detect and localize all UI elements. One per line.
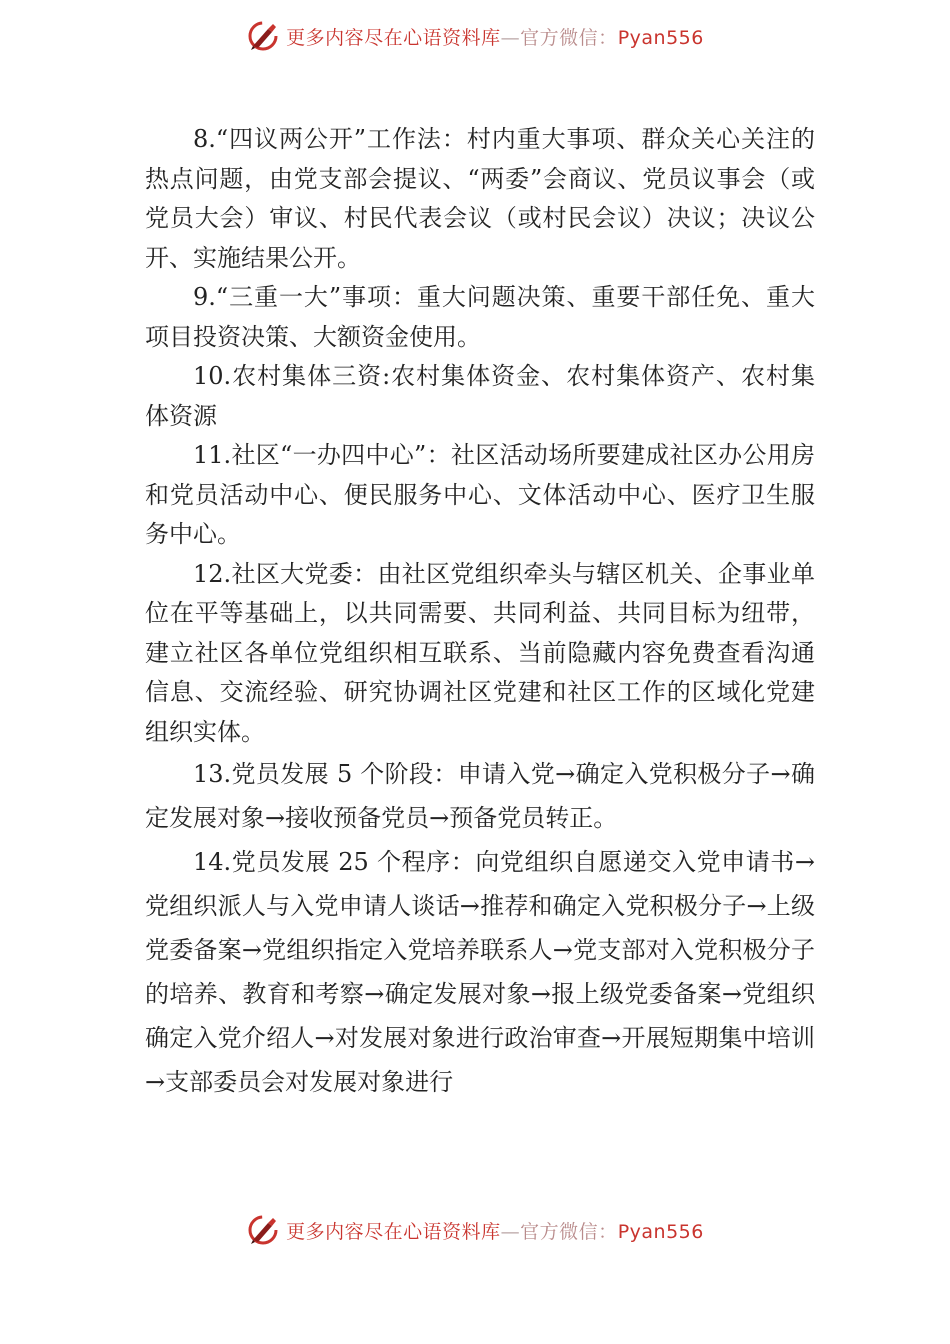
paragraph-item-14: 14.党员发展 25 个程序：向党组织自愿递交入党申请书→党组织派人与入党申请人谈话→推荐和确定入党积极分子→上级党委备案→党组织指定入党培养联系人→党支部对入党积极分子的培养、教育和考察→确定发展对象→报上级党委备案→党组织确定入党介绍人→对发展对象进行政治审查→开展短期集中培训→支部委员会对发展对象进行 [145,848,815,1096]
paragraph-item-8: 8.“四议两公开”工作法：村内重大事项、群众关心关注的热点问题，由党支部会提议、“两委”会商议、党员议事会（或党员大会）审议、村民代表会议（或村民会议）决议；决议公开、实施结果公开。 [145,125,815,272]
footer-wechat-id: Pyan556 [617,1220,704,1243]
footer-separator: — [500,1220,521,1243]
paragraph-item-13: 13.党员发展 5 个阶段：申请入党→确定入党积极分子→确定发展对象→接收预备党员→预备党员转正。 [145,760,815,832]
header-banner [0,16,950,56]
paragraph-item-11: 11.社区“一办四中心”：社区活动场所要建成社区办公用房和党员活动中心、便民服务中心、文体活动中心、医疗卫生服务中心。 [145,441,815,548]
pen-in-circle-logo-icon [246,19,280,53]
header-wechat-label: 官方微信： [520,26,618,49]
footer-wechat-label: 官方微信： [520,1220,618,1243]
footer-banner [0,1210,950,1250]
paragraph-item-10: 10.农村集体三资:农村集体资金、农村集体资产、农村集体资源 [145,362,815,430]
footer-brand: 更多内容尽在心语资料库 [286,1220,501,1243]
document-body [145,120,815,1104]
header-separator: — [500,26,521,49]
pen-in-circle-logo-icon [246,1213,280,1247]
footer-banner-text [286,1217,704,1244]
paragraph-item-9: 9.“三重一大”事项：重大问题决策、重要干部任免、重大项目投资决策、大额资金使用。 [145,283,815,351]
header-banner-text [286,23,704,50]
paragraph-item-12: 12.社区大党委：由社区党组织牵头与辖区机关、企事业单位在平等基础上，以共同需要、共同利益、共同目标为纽带，建立社区各单位党组织相互联系、当前隐藏内容免费查看沟通信息、交流经验、研究协调社区党建和社区工作的区域化党建组织实体。 [145,559,815,746]
header-brand: 更多内容尽在心语资料库 [286,26,501,49]
header-wechat-id: Pyan556 [617,26,704,49]
